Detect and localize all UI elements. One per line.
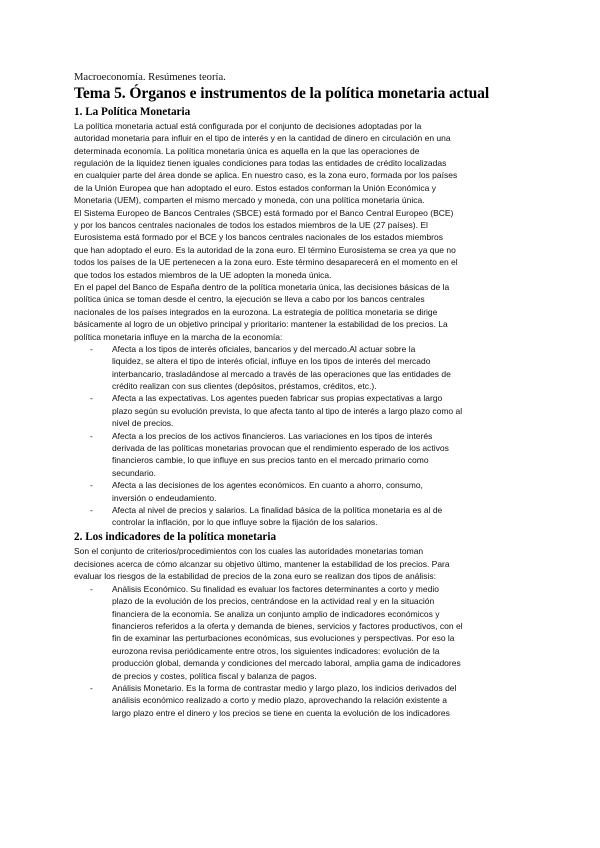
bullet-line: liquidez, se altera el tipo de interés oficial, influye en los tipos de interés del mercado — [112, 356, 431, 366]
bullet-line: inversión o endeudamiento. — [112, 493, 217, 503]
bullet-lead: Afecta a los tipos de interés oficiales, bancarios y del mercado. — [112, 344, 350, 354]
bullet-lead: Afecta al nivel de precios y salarios. — [112, 505, 248, 515]
bullet-line: fin de examinar las perturbaciones económicas, sus evoluciones y perspectivas. Por eso la — [112, 633, 455, 643]
paragraph-line: política única se toman desde el centro, la ejecución se lleva a cabo por los bancos centrales — [74, 294, 425, 304]
document-header: Macroeconomía. Resúmenes teoría. — [74, 72, 226, 83]
paragraph-line: todos los países de la UE pertenecen a la zona euro. Este término desaparecerá en el momento en el — [74, 257, 458, 267]
paragraph-line: básicamente al logro de un objetivo principal y prioritario: mantener la estabilidad de los precios. La — [74, 319, 448, 329]
bullet-dash: - — [90, 505, 93, 515]
paragraph-line: La política monetaria actual está configurada por el conjunto de decisiones adoptadas por la — [74, 121, 422, 131]
bullet-dash: - — [90, 584, 93, 594]
paragraph-line: que todos los estados miembros de la UE adopten la moneda única. — [74, 270, 332, 280]
paragraph-line: Son el conjunto de criterios/procedimientos con los cuales las autoridades monetarias toman — [74, 546, 424, 556]
bullet-line: controlar la inflación, por lo que influye sobre la fijación de los salarios. — [112, 517, 378, 527]
bullet-line: financieros referidos a la oferta y demanda de bienes, servicios y factores productivos, con el — [112, 621, 463, 631]
bullet-lead: Afecta a las decisiones de los agentes económicos. — [112, 480, 307, 490]
paragraph-line: Eurosistema está formado por el BCE y los bancos centrales nacionales de los estados miembros — [74, 232, 443, 242]
bullet-rest: Las variaciones en los tipos de interés — [285, 431, 433, 441]
bullet-line: producción global, demanda y condiciones del mercado laboral, amplia gama de indicadores — [112, 658, 461, 668]
paragraph-line: de la Unión Europea que han adoptado el euro. Estos estados conforman la Unión Económica y — [74, 183, 436, 193]
bullet-rest: Al actuar sobre la — [349, 344, 416, 354]
bullet-rest: Su finalidad es evaluar los factores determinantes a corto y medio — [188, 584, 439, 594]
bullet-line: crédito realizan con sus clientes (depósitos, préstamos, créditos, etc.). — [112, 381, 377, 391]
bullet-rest: La finalidad básica de la política monetaria es al de — [247, 505, 443, 515]
bullet-rest: Es la forma de contrastar medio y largo plazo, los indicios derivados del — [183, 683, 457, 693]
bullet-rest: Los agentes pueden fabricar sus propias expectativas a largo — [208, 393, 443, 403]
bullet-line: plazo según su evolución prevista, lo que afecta tanto al tipo de interés a largo plazo como al — [112, 406, 463, 416]
bullet-first-line — [112, 584, 439, 595]
paragraph-line: El Sistema Europeo de Bancos Centrales (SBCE) está formado por el Banco Central Europeo (BCE) — [74, 208, 454, 218]
section-2-heading: 2. Los indicadores de la política monetaria — [74, 531, 277, 543]
bullet-lead: Afecta a las expectativas. — [112, 393, 209, 403]
bullet-line: largo plazo entre el dinero y los precios se tiene en cuenta la evolución de los indicadores — [112, 708, 450, 718]
paragraph-line: evaluar los riesgos de la estabilidad de precios de la zona euro se realizan dos tipos de análisis: — [74, 571, 436, 581]
bullet-line: derivada de las políticas monetarias provocan que el rendimiento esperado de los activos — [112, 443, 449, 453]
bullet-dash: - — [90, 480, 93, 490]
section-1-heading: 1. La Política Monetaria — [74, 106, 191, 118]
paragraph-line: regulación de la liquidez tienen iguales condiciones para todas las entidades de crédito localizadas — [74, 158, 447, 168]
bullet-line: nivel de precios. — [112, 418, 174, 428]
bullet-lead: Análisis Monetario. — [112, 683, 184, 693]
bullet-dash: - — [90, 344, 93, 354]
paragraph-line: autoridad monetaria para influir en el tipo de interés y en la cantidad de dinero en circulación en una — [74, 133, 451, 143]
bullet-line: financieros cambie, lo que influye en sus precios tanto en el mercado primario como — [112, 455, 429, 465]
bullet-line: plazo de la evolución de los precios, centrándose en la actividad real y en la situación — [112, 596, 435, 606]
bullet-rest: En cuanto a ahorro, consumo, — [306, 480, 423, 490]
bullet-first-line — [112, 344, 415, 355]
paragraph-line: en cualquier parte del área donde se aplica. En nuestro caso, es la zona euro, formada por los países — [74, 170, 458, 180]
bullet-line: financiera de la economía. Se analiza un conjunto amplio de indicadores económicos y — [112, 609, 440, 619]
paragraph-line: decisiones acerca de cómo alcanzar su objetivo último, mantener la estabilidad de los precios. Para — [74, 559, 450, 569]
bullet-line: análisis económico realizado a corto y medio plazo, aprovechando la relación existente a — [112, 695, 447, 705]
bullet-first-line — [112, 683, 456, 694]
paragraph-line: y por los bancos centrales nacionales de todos los estados miembros de la UE (27 países). El — [74, 220, 428, 230]
bullet-line: eurozona revisa periódicamente entre otros, los siguientes indicadores: evolución de la — [112, 646, 440, 656]
bullet-line: secundario. — [112, 468, 156, 478]
paragraph-line: Monetaria (UEM), comparten el mismo mercado y moneda, con una política monetaria única. — [74, 195, 425, 205]
bullet-line: interbancario, trasladándose al mercado a través de las operaciones que las entidades de — [112, 369, 451, 379]
bullet-dash: - — [90, 431, 93, 441]
bullet-first-line — [112, 393, 442, 404]
bullet-first-line — [112, 480, 423, 491]
paragraph-line: que han adoptado el euro. Es la autoridad de la zona euro. El término Eurosistema se crea ya que no — [74, 245, 456, 255]
paragraph-line: política monetaria influye en la marcha de la economía: — [74, 332, 283, 342]
bullet-dash: - — [90, 683, 93, 693]
document-title: Tema 5. Órganos e instrumentos de la política monetaria actual — [74, 85, 490, 102]
bullet-lead: Análisis Económico. — [112, 584, 189, 594]
bullet-first-line — [112, 505, 442, 516]
paragraph-line: nacionales de los países integrados en la eurozona. La estrategia de política monetaria se dirige — [74, 307, 438, 317]
paragraph-line: En el papel del Banco de España dentro de la política monetaria única, las decisiones básicas de la — [74, 282, 450, 292]
bullet-lead: Afecta a los precios de los activos financieros. — [112, 431, 286, 441]
bullet-dash: - — [90, 393, 93, 403]
bullet-first-line — [112, 431, 432, 442]
bullet-line: de precios y costes, política fiscal y balanza de pagos. — [112, 671, 317, 681]
paragraph-line: determinada economía. La política monetaria única es aquella en la que las operaciones de — [74, 146, 420, 156]
